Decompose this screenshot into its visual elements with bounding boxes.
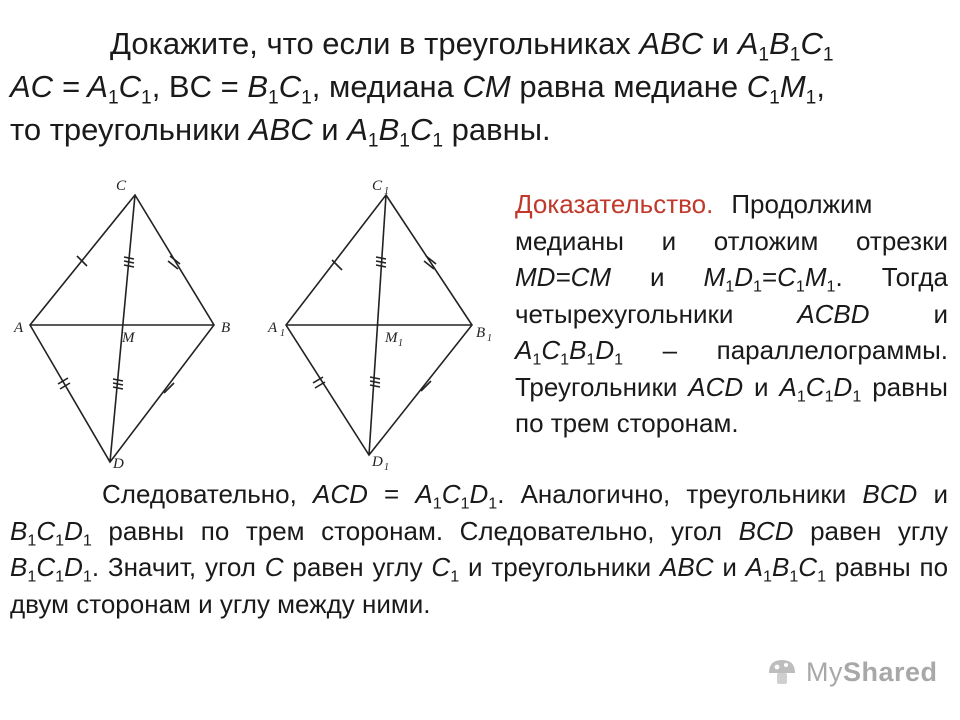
label-b: B [221,320,231,336]
label-m: M [122,330,135,346]
svg-text:1: 1 [398,338,403,349]
conclusion-paragraph: Следовательно, ACD = $A_1C_1D_1$. Аналогично, треугольники BCD и $B_1C_1D_1$ равны по трем сторонам. Следовательно, угол BCD равен углу $B_1C_1D_1$. Значит, угол C равен углу $C_1$ и треугольники ABC и $A_1B_1C_1$ равны по двум сторонам и углу между ними. [10,479,949,619]
label-d: D [113,456,124,470]
right-vertex-labels [267,178,492,470]
label-c: C [116,178,127,194]
svg-text:1: 1 [384,462,389,470]
svg-text:1: 1 [384,186,389,197]
mushroom-icon [766,657,798,687]
watermark-text: MyShared [806,656,938,687]
myshared-watermark [766,652,938,692]
label-m1: M [385,330,398,346]
svg-text:1: 1 [280,328,285,339]
label-a1: A [268,320,278,336]
label-a: A [14,320,24,336]
proof-paragraph: Доказательство. Продолжим медианы и отложим отрезки MD=CM и $M_1D_1=C_1M_1$. Тогда четырехугольники ACBD и $A_1C_1B_1D_1$ – параллелограммы. Треугольники ACD и $A_1C_1D_1$ равны по трем сторонам. [515,189,949,438]
svg-text:1: 1 [487,333,492,344]
label-d1: D [372,454,383,470]
label-b1: B [476,325,486,341]
left-median-cd [110,195,135,462]
label-c1: C [372,178,383,194]
geometry-diagram [0,170,510,470]
left-vertex-labels [13,178,230,470]
right-parallelogram [286,195,472,455]
triangles-figure [0,170,510,470]
left-parallelogram [30,195,214,462]
theorem-statement: Докажите, что если в треугольниках ABC и $A_1B_1C_1$ AC = $A_1C_1$, BC = $B_1C_1$, медиана CM равна медиане $C_1M_1$, то треугольники ABC и $A_1B_1C_1$ равны. [10,26,834,152]
proof-heading: Доказательство. [515,189,714,219]
